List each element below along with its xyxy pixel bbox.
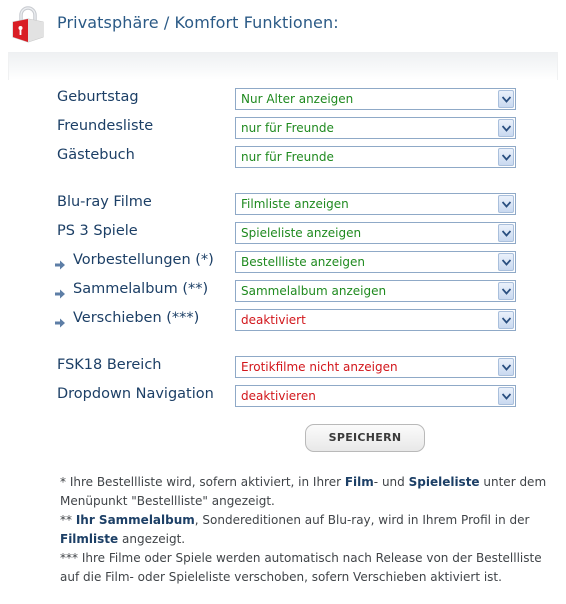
lock-icon xyxy=(10,4,46,44)
select-value: Filmliste anzeigen xyxy=(241,197,349,211)
select-value: nur für Freunde xyxy=(241,121,334,135)
setting-label-dropdown-navigation: Dropdown Navigation xyxy=(57,386,214,402)
select-value: Sammelalbum anzeigen xyxy=(241,284,387,298)
footnote-1: * Ihre Bestellliste wird, sofern aktiviert, in Ihrer Film- und Spieleliste unter dem Menüpunkt "Bestellliste" angezeigt. xyxy=(60,475,547,508)
setting-row-vorbestellungen xyxy=(0,251,566,273)
sammelalbum-link[interactable]: Ihr Sammelalbum xyxy=(75,513,195,527)
select-ps3-spiele[interactable] xyxy=(235,222,516,244)
filmliste-link[interactable]: Filmliste xyxy=(60,532,119,546)
arrow-right-icon xyxy=(54,285,66,297)
setting-label-ps3-spiele: PS 3 Spiele xyxy=(57,223,138,239)
select-gaestebuch[interactable] xyxy=(235,146,516,168)
chevron-down-icon[interactable] xyxy=(498,282,514,300)
page-title: Privatsphäre / Komfort Funktionen: xyxy=(57,13,339,32)
chevron-down-icon[interactable] xyxy=(498,148,514,166)
select-value: Bestellliste anzeigen xyxy=(241,255,366,269)
select-value: nur für Freunde xyxy=(241,150,334,164)
select-freundesliste[interactable] xyxy=(235,117,516,139)
footnote-3: *** Ihre Filme oder Spiele werden automatisch nach Release von der Bestellliste auf die Film- oder Spieleliste verschoben, sofern Verschieben aktiviert ist. xyxy=(60,551,542,584)
chevron-down-icon[interactable] xyxy=(498,358,514,376)
film-link[interactable]: Film xyxy=(344,475,374,489)
chevron-down-icon[interactable] xyxy=(498,311,514,329)
setting-row-dropdown-navigation xyxy=(0,385,566,407)
header-band xyxy=(8,52,558,80)
setting-label-bluray-filme: Blu-ray Filme xyxy=(57,194,152,210)
footnotes xyxy=(60,473,550,587)
select-value: Nur Alter anzeigen xyxy=(241,92,354,106)
setting-row-freundesliste xyxy=(0,117,566,139)
save-button[interactable]: SPEICHERN xyxy=(305,424,425,452)
select-value: Spieleliste anzeigen xyxy=(241,226,362,240)
chevron-down-icon[interactable] xyxy=(498,253,514,271)
setting-row-verschieben xyxy=(0,309,566,331)
setting-row-geburtstag xyxy=(0,88,566,110)
setting-label-freundesliste: Freundesliste xyxy=(57,118,154,134)
footnote-2: ** Ihr Sammelalbum, Sondereditionen auf Blu-ray, wird in Ihrem Profil in der Filmliste angezeigt. xyxy=(60,513,530,546)
spieleliste-link[interactable]: Spieleliste xyxy=(408,475,480,489)
header xyxy=(0,0,566,50)
select-geburtstag[interactable] xyxy=(235,88,516,110)
select-fsk18-bereich[interactable] xyxy=(235,356,516,378)
select-bluray-filme[interactable] xyxy=(235,193,516,215)
setting-row-bluray-filme xyxy=(0,193,566,215)
select-sammelalbum[interactable] xyxy=(235,280,516,302)
select-dropdown-navigation[interactable] xyxy=(235,385,516,407)
chevron-down-icon[interactable] xyxy=(498,387,514,405)
chevron-down-icon[interactable] xyxy=(498,224,514,242)
select-value: Erotikfilme nicht anzeigen xyxy=(241,360,398,374)
setting-label-vorbestellungen: Vorbestellungen (*) xyxy=(73,252,214,268)
select-vorbestellungen[interactable] xyxy=(235,251,516,273)
setting-row-ps3-spiele xyxy=(0,222,566,244)
arrow-right-icon xyxy=(54,314,66,326)
select-value: deaktiviert xyxy=(241,313,306,327)
select-value: deaktivieren xyxy=(241,389,316,403)
setting-label-fsk18-bereich: FSK18 Bereich xyxy=(57,357,162,373)
chevron-down-icon[interactable] xyxy=(498,119,514,137)
setting-row-gaestebuch xyxy=(0,146,566,168)
chevron-down-icon[interactable] xyxy=(498,195,514,213)
setting-label-geburtstag: Geburtstag xyxy=(57,89,139,105)
arrow-right-icon xyxy=(54,256,66,268)
select-verschieben[interactable] xyxy=(235,309,516,331)
setting-label-sammelalbum: Sammelalbum (**) xyxy=(73,281,209,297)
chevron-down-icon[interactable] xyxy=(498,90,514,108)
setting-label-gaestebuch: Gästebuch xyxy=(57,147,135,163)
setting-row-fsk18-bereich xyxy=(0,356,566,378)
setting-row-sammelalbum xyxy=(0,280,566,302)
setting-label-verschieben: Verschieben (***) xyxy=(73,310,200,326)
